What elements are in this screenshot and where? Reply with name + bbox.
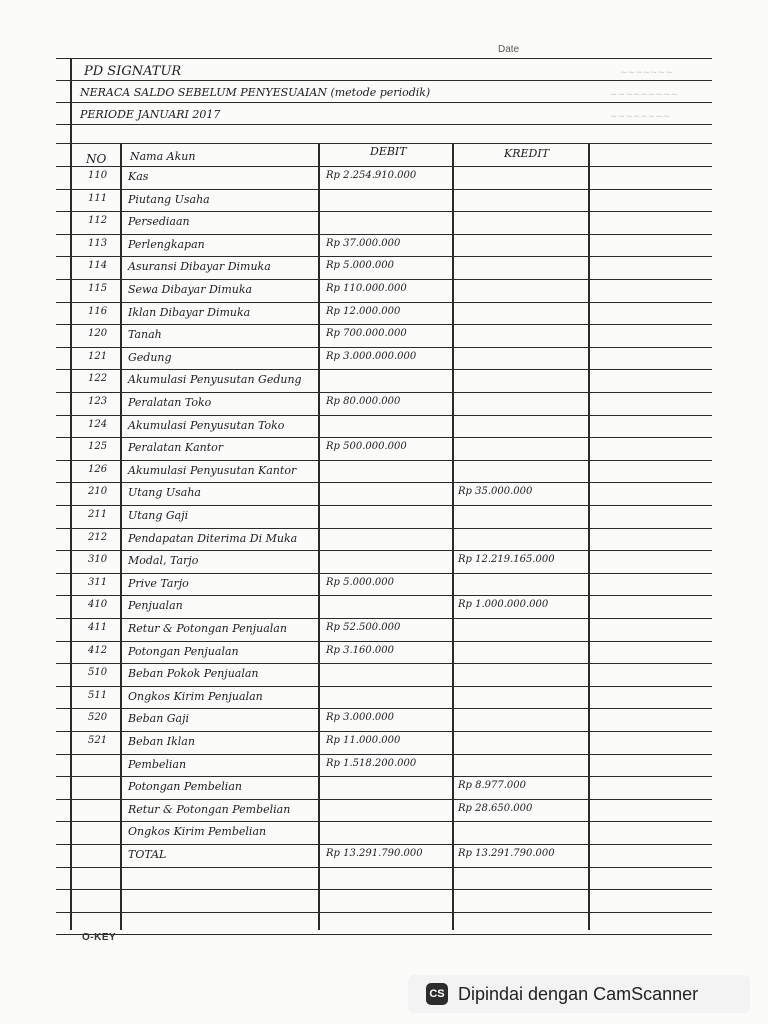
row-account-name: Beban Iklan [128,735,195,748]
row-account-name: Akumulasi Penyusutan Gedung [128,373,302,387]
ruled-line [56,102,712,103]
row-debit-amount: Rp 1.518.200.000 [326,757,417,769]
row-debit-amount: Rp 700.000.000 [326,328,407,340]
row-account-number: 310 [88,554,108,566]
ruled-line [56,302,712,303]
row-account-name: Tanah [128,328,162,342]
ruled-line [56,731,712,732]
ruled-line [56,844,712,845]
ruled-line [56,934,712,935]
ruled-line [56,867,712,868]
row-credit-amount: Rp 12.219.165.000 [458,554,555,566]
row-account-name: Perlengkapan [128,237,205,251]
ruled-line [56,437,712,438]
row-account-name: Pendapatan Diterima Di Muka [128,531,298,545]
ruled-line [56,821,712,822]
ruled-line [56,686,712,687]
ruled-line [56,234,712,235]
row-account-name: Utang Gaji [128,509,189,522]
ruled-line [56,58,712,59]
row-account-name: Retur & Potongan Penjualan [128,622,287,635]
show-through-text: ~~~~~~~~ [610,112,671,122]
row-account-number: 114 [88,260,108,272]
row-account-number: 521 [88,735,108,746]
row-account-name: Pembelian [128,757,187,771]
ruled-line [56,550,712,551]
ruled-line [56,482,712,483]
camscanner-text: Dipindai dengan CamScanner [458,983,699,1004]
column-line [318,143,320,930]
ruled-line [56,460,712,461]
column-line [588,143,590,930]
row-account-number: 412 [88,644,108,656]
row-account-name: Beban Gaji [128,712,190,726]
row-account-number: 520 [88,712,108,724]
row-account-number: 124 [88,418,108,430]
column-header-debit: DEBIT [370,145,407,158]
row-account-number: 125 [88,441,108,453]
row-credit-amount: Rp 28.650.000 [458,802,533,814]
show-through-text: ~~~~~~~ [620,68,673,78]
row-account-number: 120 [88,328,108,340]
row-account-number: 123 [88,396,108,407]
ruled-line [56,369,712,370]
camscanner-logo-icon: CS [426,983,448,1005]
row-account-name: Kas [128,170,149,183]
column-line [70,58,72,930]
row-account-name: Gedung [128,350,172,364]
row-credit-amount: Rp 8.977.000 [458,780,527,792]
row-account-name: Beban Pokok Penjualan [128,667,259,681]
ruled-line [56,392,712,393]
row-account-name: Prive Tarjo [128,576,189,590]
ruled-line [56,256,712,257]
row-account-number: 511 [88,689,108,701]
row-account-name: Ongkos Kirim Pembelian [128,825,267,839]
row-debit-amount: Rp 52.500.000 [326,622,401,633]
row-debit-amount: Rp 3.000.000 [326,712,395,724]
column-header-account: Nama Akun [130,150,196,163]
ruled-line [56,347,712,348]
ruled-line [56,889,712,890]
row-account-number: 116 [88,305,108,317]
row-debit-amount: Rp 5.000.000 [326,260,395,272]
document-title: NERACA SALDO SEBELUM PENYESUAIAN (metode periodik) [80,86,431,99]
row-debit-amount: Rp 3.000.000.000 [326,350,417,362]
column-line [120,143,122,930]
ruled-line [56,189,712,190]
show-through-text: ~~~~~~~~~ [610,90,678,100]
ruled-line [56,595,712,596]
company-name: PD SIGNATUR [84,64,182,79]
row-debit-amount: Rp 12.000.000 [326,305,401,317]
ruled-line [56,143,712,144]
row-account-name: Persediaan [128,215,190,229]
ruled-line [56,573,712,574]
ruled-line [56,776,712,777]
row-account-number: 510 [88,667,108,679]
row-debit-amount: Rp 2.254.910.000 [326,170,417,181]
row-account-number: 126 [88,463,108,475]
notebook-brand: O-KEY [82,932,117,943]
row-account-number: 210 [88,486,108,498]
row-account-name: Utang Usaha [128,486,201,500]
row-account-name: Iklan Dibayar Dimuka [128,305,251,319]
row-account-name: TOTAL [128,848,167,861]
row-account-name: Asuransi Dibayar Dimuka [128,260,271,274]
ruled-line [56,124,712,125]
row-debit-amount: Rp 3.160.000 [326,644,395,656]
row-account-number: 110 [88,170,108,181]
row-account-name: Potongan Penjualan [128,644,239,658]
ruled-line [56,528,712,529]
ruled-line [56,505,712,506]
row-debit-amount: Rp 110.000.000 [326,283,407,294]
row-account-name: Peralatan Kantor [128,441,224,455]
row-account-number: 410 [88,599,108,611]
row-account-number: 115 [88,283,108,294]
row-debit-amount: Rp 11.000.000 [326,735,401,746]
period-label: PERIODE JANUARI 2017 [80,108,221,121]
row-account-number: 211 [88,509,108,520]
row-account-number: 122 [88,373,108,385]
ruled-line [56,754,712,755]
camscanner-banner [408,975,750,1013]
row-account-number: 111 [88,192,108,204]
ruled-line [56,166,712,167]
row-debit-amount: Rp 80.000.000 [326,396,401,407]
row-account-name: Ongkos Kirim Penjualan [128,689,263,703]
column-header-no: NO [86,152,107,166]
row-account-number: 411 [88,622,108,633]
row-debit-amount: Rp 5.000.000 [326,576,395,588]
row-debit-amount: Rp 13.291.790.000 [326,848,423,859]
row-account-name: Retur & Potongan Pembelian [128,802,291,816]
row-account-name: Penjualan [128,599,183,613]
row-credit-amount: Rp 35.000.000 [458,486,533,498]
row-account-number: 311 [88,576,108,588]
row-credit-amount: Rp 13.291.790.000 [458,848,555,859]
column-line [452,143,454,930]
ruled-line [56,912,712,913]
row-debit-amount: Rp 500.000.000 [326,441,407,453]
date-label: Date [498,44,520,55]
ruled-line [56,415,712,416]
row-debit-amount: Rp 37.000.000 [326,237,401,249]
ruled-line [56,663,712,664]
column-header-credit: KREDIT [504,147,550,160]
row-account-name: Akumulasi Penyusutan Kantor [128,463,297,477]
ruled-line [56,324,712,325]
row-account-name: Sewa Dibayar Dimuka [128,283,253,296]
row-account-number: 112 [88,215,108,227]
ruled-line [56,279,712,280]
row-account-name: Akumulasi Penyusutan Toko [128,418,285,432]
row-account-name: Modal, Tarjo [128,554,199,568]
row-account-number: 212 [88,531,108,543]
row-account-number: 113 [88,237,108,249]
ruled-line [56,618,712,619]
ruled-line [56,641,712,642]
ruled-line [56,211,712,212]
ruled-line [56,799,712,800]
row-account-name: Potongan Pembelian [128,780,242,794]
row-credit-amount: Rp 1.000.000.000 [458,599,549,611]
row-account-name: Peralatan Toko [128,396,212,409]
ruled-line [56,708,712,709]
row-account-number: 121 [88,350,108,362]
ruled-line [56,80,712,81]
row-account-name: Piutang Usaha [128,192,210,206]
